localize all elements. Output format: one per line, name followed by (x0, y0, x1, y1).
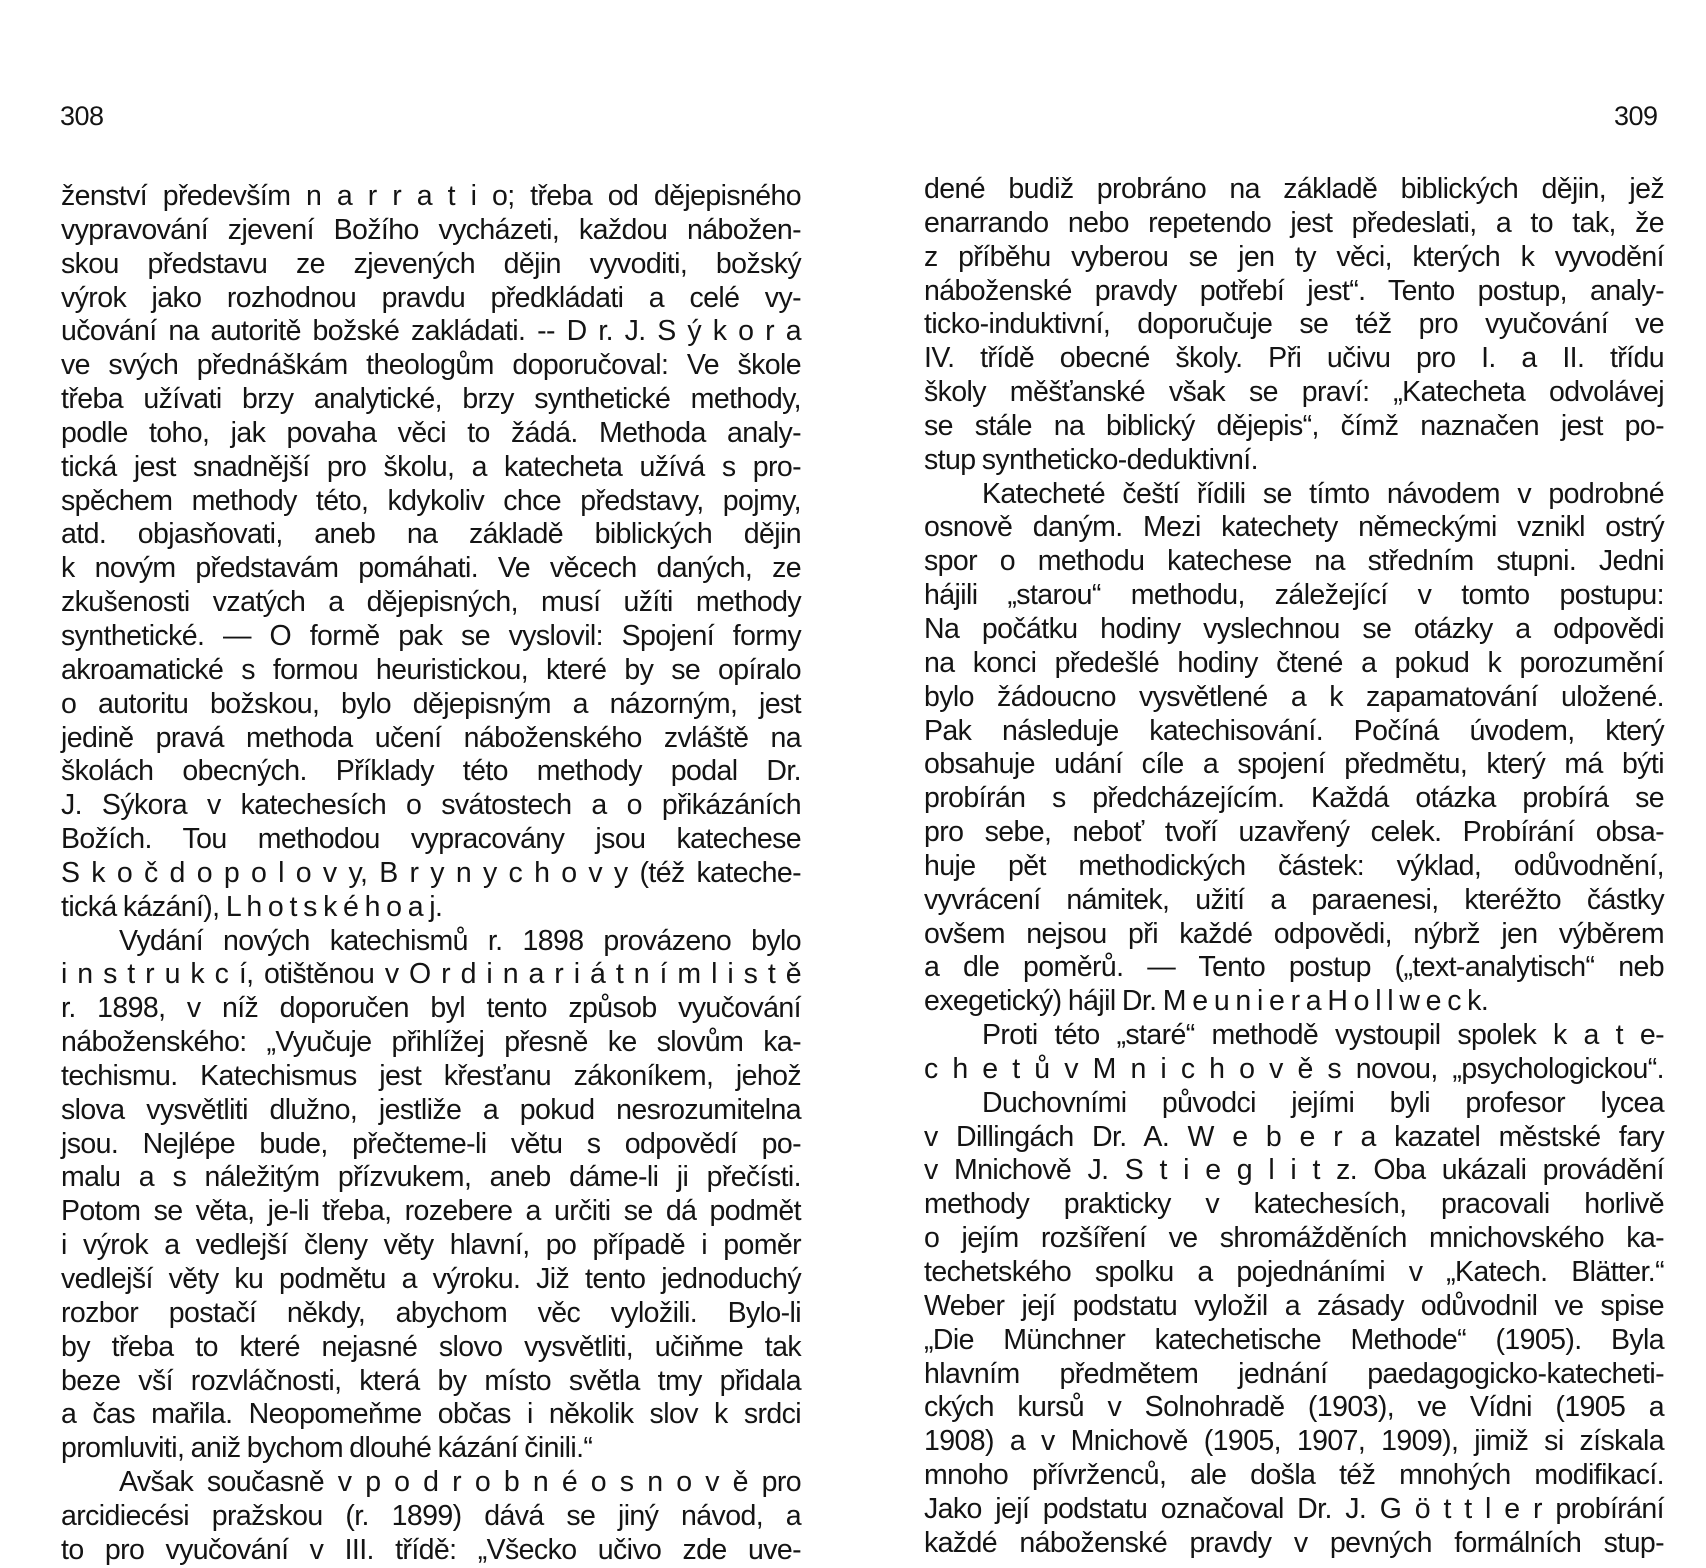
text-line: obsahuje udání cíle a spojení předmětu, který má býti (924, 748, 1664, 781)
text-line: r. 1898, v níž doporučen byl tento způsob vyučování (61, 992, 801, 1025)
text-line: spěchem methody této, kdykoliv chce představy, pojmy, (61, 484, 801, 517)
text-line: Katecheté čeští řídili se tímto návodem v podrobné (982, 477, 1664, 510)
text-line: Jako její podstatu označoval Dr. J. G ö t t l e r probírání (924, 1492, 1664, 1525)
text-line: spor o methodu katechese na středním stupni. Jedni (924, 545, 1664, 578)
text-line: bylo žádoucno vysvětlené a k zapamatování uložené. (924, 680, 1664, 713)
text-line: promluviti, aniž bychom dlouhé kázání činili.“ (61, 1432, 593, 1465)
text-line: Duchovními původci jejími byli profesor lycea (982, 1086, 1664, 1119)
text-line: synthetické. — O formě pak se vyslovil: Spojení formy (61, 619, 801, 652)
text-line: atd. objasňovati, aneb na základě biblických dějin (61, 518, 801, 551)
text-line: Na počátku hodiny vyslechnou se otázky a odpovědi (924, 612, 1664, 645)
text-line: 1908) a v Mnichově (1905, 1907, 1909), jimiž si získala (924, 1425, 1664, 1458)
text-line: tická jest snadnější pro školu, a katecheta užívá s pro- (61, 450, 801, 483)
text-line: „Die Münchner katechetische Methode“ (1905). Byla (924, 1323, 1664, 1356)
text-line: arcidiecési pražskou (r. 1899) dává se jiný návod, a (61, 1499, 801, 1532)
text-line: každé náboženské pravdy v pevných formálních stup- (924, 1526, 1664, 1559)
text-line: huje pět methodických částek: výklad, odůvodnění, (924, 849, 1664, 882)
text-line: Avšak současně v p o d r o b n é o s n o v ě pro (119, 1466, 801, 1499)
text-line: J. Sýkora v katechesích o svátostech a o přikázáních (61, 789, 801, 822)
text-line: slova vysvětliti dlužno, jestliže a pokud nesrozumitelna (61, 1093, 801, 1126)
text-line: by třeba to které nejasné slovo vysvětliti, učiňme tak (61, 1330, 801, 1363)
text-line: Božích. Tou methodou vypracovány jsou katechese (61, 823, 801, 856)
text-line: třeba užívati brzy analytické, brzy synthetické methody, (61, 383, 801, 416)
text-line: o jejím rozšíření ve shromážděních mnichovského ka- (924, 1222, 1664, 1255)
text-line: osnově daným. Mezi katechety německými vznikl ostrý (924, 511, 1664, 544)
text-line: i n s t r u k c í, otištěnou v O r d i n a r i á t n í m l i s t ě (61, 958, 801, 991)
left-page-text (61, 180, 801, 1568)
text-line: Vydání nových katechismů r. 1898 provázeno bylo (119, 924, 801, 957)
text-line: zkušenosti vzatých a dějepisných, musí užíti methody (61, 586, 801, 619)
text-line: Proti této „staré“ methodě vystoupil spolek k a t e- (982, 1019, 1664, 1052)
text-line: Weber její podstatu vyložil a zásady odůvodnil ve spise (924, 1289, 1664, 1322)
text-line: akroamatické s formou heuristickou, které by se opíralo (61, 653, 801, 686)
right-page-text (924, 173, 1664, 1561)
text-line: hlavním předmětem jednání paedagogicko-katecheti- (924, 1357, 1664, 1390)
text-line: výrok jako rozhodnou pravdu předkládati a celé vy- (61, 281, 801, 314)
text-line: stup syntheticko-deduktivní. (924, 443, 1258, 476)
text-line: o autoritu božskou, bylo dějepisným a názorným, jest (61, 687, 801, 720)
text-line: ve svých přednáškám theologům doporučoval: Ve škole (61, 349, 801, 382)
text-line: tická kázání), L h o t s k é h o a j. (61, 890, 443, 923)
text-line: dené budiž probráno na základě biblických dějin, jež (924, 173, 1664, 205)
text-line: v Mnichově J. S t i e g l i t z. Oba ukázali provádění (924, 1154, 1664, 1187)
text-line: jedině pravá methoda učení náboženského zvláště na (61, 721, 801, 754)
text-line: učování na autoritě božské zakládati. -- D r. J. S ý k o r a (61, 315, 801, 348)
text-line: probírán s předcházejícím. Každá otázka probírá se (924, 782, 1664, 815)
text-line: Potom se věta, je-li třeba, rozebere a určiti se dá podmět (61, 1195, 801, 1228)
text-line: jsou. Nejlépe bude, přečteme-li větu s odpovědí po- (61, 1127, 801, 1160)
text-line: vedlejší věty ku podmětu a výroku. Již tento jednoduchý (61, 1263, 801, 1295)
text-line: malu a s náležitým přízvukem, aneb dáme-li ji přečísti. (61, 1161, 801, 1194)
text-line: podle toho, jak povaha věci to žádá. Methoda analy- (61, 416, 801, 449)
text-line: se stále na biblický dějepis“, čímž naznačen jest po- (924, 409, 1664, 442)
text-line: S k o č d o p o l o v y, B r y n y c h o v y (též kateche- (61, 856, 801, 889)
text-line: to pro vyučování v III. třídě: „Všecko učivo zde uve- (61, 1533, 801, 1566)
text-line: beze vší rozvláčnosti, která by místo světla tmy přidala (61, 1364, 801, 1397)
text-line: hájili „starou“ methodu, záležející v tomto postupu: (924, 579, 1664, 612)
page-number-right: 309 (1614, 101, 1658, 131)
text-line: náboženského: „Vyučuje přihlížej přesně ke slovům ka- (61, 1026, 801, 1059)
text-line: ckých kursů v Solnohradě (1903), ve Vídni (1905 a (924, 1391, 1664, 1424)
text-line: ženství především n a r r a t i o; třeba od dějepisného (61, 180, 801, 212)
text-line: a čas mařila. Neopomeňme občas i několik slov k srdci (61, 1398, 801, 1431)
text-line: rozbor postačí někdy, abychom věc vyložili. Bylo-li (61, 1296, 801, 1329)
text-line: techismu. Katechismus jest křesťanu zákoníkem, jehož (61, 1059, 801, 1092)
text-line: a dle poměrů. — Tento postup („text-analytisch“ neb (924, 951, 1664, 984)
text-line: i výrok a vedlejší členy věty hlavní, po případě i poměr (61, 1229, 801, 1262)
text-line: IV. třídě obecné školy. Při učivu pro I. a II. třídu (924, 342, 1664, 375)
text-line: techetského spolku a pojednáními v „Katech. Blätter.“ (924, 1256, 1664, 1288)
text-line: ticko-induktivní, doporučuje se též pro vyučování ve (924, 308, 1664, 341)
text-line: ovšem nejsou při každé odpovědi, nýbrž jen výběrem (924, 917, 1664, 950)
text-line: školy měšťanské však se praví: „Katecheta odvolávej (924, 376, 1664, 409)
text-line: mnoho přívrženců, ale došla též mnohých modifikací. (924, 1459, 1664, 1492)
text-line: vyvrácení námitek, užití a paraenesi, kteréžto částky (924, 883, 1664, 916)
text-line: z příběhu vyberou se jen ty věci, kterých k vyvodění (924, 240, 1664, 273)
text-line: enarrando nebo repetendo jest předeslati, a to tak, že (924, 206, 1664, 239)
text-line: v Dillingách Dr. A. W e b e r a kazatel městské fary (924, 1120, 1664, 1153)
text-line: vypravování zjevení Božího vycházeti, každou nábožen- (61, 213, 801, 246)
text-line: náboženské pravdy potřebí jest“. Tento postup, analy- (924, 274, 1664, 307)
text-line: školách obecných. Příklady této methody podal Dr. (61, 755, 801, 788)
text-line: pro sebe, neboť tvoří uzavřený celek. Probírání obsa- (924, 816, 1664, 849)
text-line: c h e t ů v M n i c h o v ě s novou, „psychologickou“. (924, 1052, 1664, 1085)
text-line: k novým představám pomáhati. Ve věcech daných, ze (61, 552, 801, 585)
text-line: exegetický) hájil Dr. M e u n i e r a H o l l w e c k. (924, 985, 1489, 1018)
text-line: na konci předešlé hodiny čtené a pokud k porozumění (924, 646, 1664, 679)
page-number-left: 308 (60, 101, 104, 131)
text-line: Pak následuje katechisování. Počíná úvodem, který (924, 714, 1664, 747)
text-line: methody prakticky v katechesích, pracovali horlivě (924, 1188, 1664, 1221)
text-line: skou představu ze zjevených dějin vyvoditi, božský (61, 247, 801, 280)
